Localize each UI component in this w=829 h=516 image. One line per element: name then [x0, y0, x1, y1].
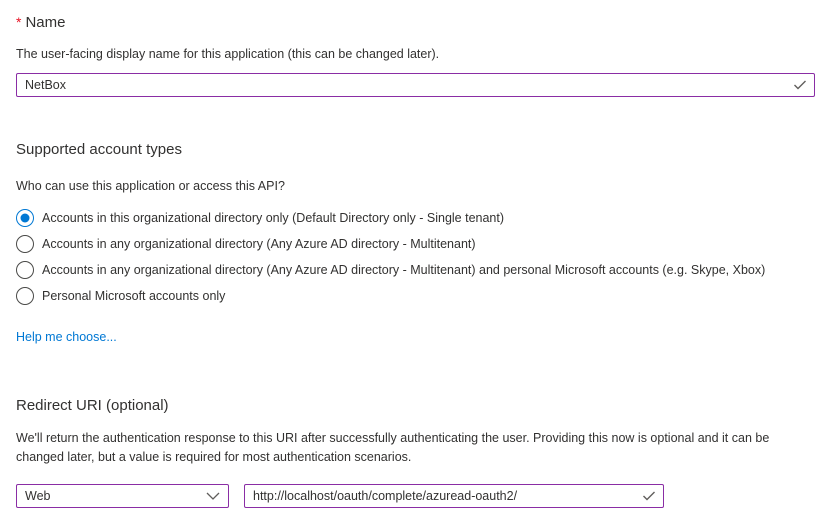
radio-unselected-icon[interactable] [16, 261, 34, 279]
account-types-title: Supported account types [16, 141, 182, 158]
radio-selected-icon[interactable] [16, 209, 34, 227]
name-description: The user-facing display name for this application (this can be changed later). [16, 47, 440, 61]
redirect-uri-title: Redirect URI (optional) [16, 397, 169, 414]
radio-single-tenant[interactable] [16, 205, 815, 231]
radio-label: Accounts in any organizational directory (Any Azure AD directory - Multitenant) and personal Microsoft accounts (e.g. Skype, Xbox) [42, 263, 766, 277]
account-type-radio-group [16, 205, 815, 309]
chevron-down-icon [206, 492, 220, 500]
radio-multitenant[interactable] [16, 231, 815, 257]
name-section-title [16, 12, 815, 33]
redirect-uri-input-wrap [244, 484, 664, 508]
radio-unselected-icon[interactable] [16, 235, 34, 253]
redirect-uri-controls [16, 484, 815, 508]
checkmark-icon [793, 80, 807, 91]
required-asterisk: * [16, 14, 22, 30]
account-types-question: Who can use this application or access this API? [16, 179, 285, 193]
radio-label: Accounts in any organizational directory (Any Azure AD directory - Multitenant) [42, 237, 476, 251]
radio-multitenant-personal[interactable] [16, 257, 815, 283]
redirect-uri-description: We'll return the authentication response to this URI after successfully authenticating the user. Providing this now is optional and it can be changed later, but a value is required for most authentication scenarios. [16, 431, 770, 464]
platform-select-dropdown[interactable] [16, 484, 229, 508]
help-me-choose-link[interactable]: Help me choose... [16, 330, 117, 344]
redirect-uri-input[interactable] [244, 484, 664, 508]
platform-select-value: Web [25, 489, 51, 503]
name-title-text: Name [25, 14, 66, 31]
checkmark-icon [642, 491, 656, 502]
radio-label: Accounts in this organizational directory only (Default Directory only - Single tenant) [42, 211, 505, 225]
radio-personal-only[interactable] [16, 283, 815, 309]
radio-unselected-icon[interactable] [16, 287, 34, 305]
radio-label: Personal Microsoft accounts only [42, 289, 226, 303]
name-input-wrap [16, 73, 815, 97]
name-input[interactable] [16, 73, 815, 97]
